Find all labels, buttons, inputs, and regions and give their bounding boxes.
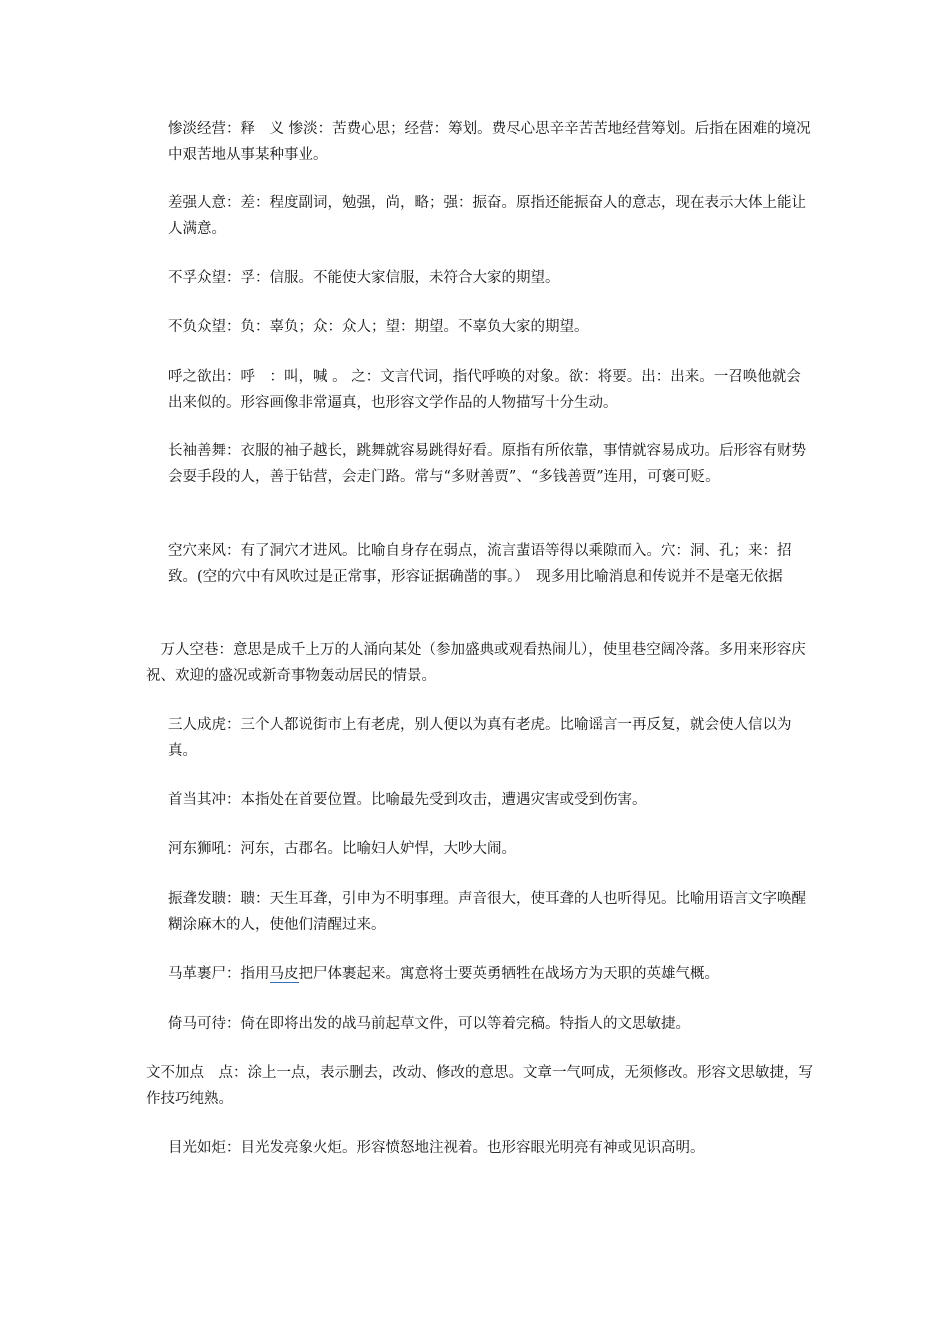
- entry-can-dan-jing-ying: 惨淡经营：释 义 惨淡：苦费心思；经营：筹划。费尽心思辛辛苦苦地经营筹划。后指在困难的境况中艰苦地从事某种事业。: [168, 121, 811, 163]
- entry-cha-qiang-ren-yi: 差强人意：差：程度副词，勉强，尚，略；强：振奋。原指还能振奋人的意志，现在表示大体上能让人满意。: [168, 195, 806, 237]
- entry-bu-fu-zhong-wang: 不负众望：负：辜负；众：众人；望：期望。不辜负大家的期望。: [168, 319, 589, 335]
- ma-pi-link[interactable]: 马皮: [269, 966, 299, 982]
- entry-wan-ren-kong-xiang: 万人空巷：意思是成千上万的人涌向某处（参加盛典或观看热闹儿），使里巷空阔冷落。多用来形容庆祝、欢迎的盛况或新奇事物轰动居民的情景。: [146, 642, 806, 684]
- entry-mu-guang-ru-ju: 目光如炬：目光发亮象火炬。形容愤怒地注视着。也形容眼光明亮有神或见识高明。: [168, 1140, 705, 1156]
- entry-yi-ma-ke-dai: 倚马可待：倚在即将出发的战马前起草文件，可以等着完稿。特指人的文思敏捷。: [168, 1016, 690, 1032]
- entry-san-ren-cheng-hu: 三人成虎：三个人都说街市上有老虎，别人便以为真有老虎。比喻谣言一再反复，就会使人信以为真。: [168, 717, 792, 759]
- entry-hu-zhi-yu-chu: 呼之欲出：呼 ：叫，喊 。 之：文言代词，指代呼唤的对象。欲：将要。出：出来。一召唤他就会出来似的。形容画像非常逼真，也形容文学作品的人物描写十分生动。: [168, 369, 801, 411]
- entry-ma-ge-guo-shi-pre: 马革裹尸：指用: [168, 966, 270, 982]
- entry-wen-bu-jia-dian: 文不加点 点：涂上一点，表示删去，改动、修改的意思。文章一气呵成，无须修改。形容文思敏捷，写作技巧纯熟。: [146, 1065, 813, 1107]
- entry-kong-xue-lai-feng: 空穴来风：有了洞穴才进风。比喻自身存在弱点，流言蜚语等得以乘隙而入。穴：洞、孔；来：招致。(空的穴中有风吹过是正常事，形容证据确凿的事。） 现多用比喻消息和传说并不是毫无依据: [168, 543, 792, 585]
- entry-ma-ge-guo-shi-post: 把尸体裹起来。寓意将士要英勇牺牲在战场方为天职的英雄气概。: [298, 966, 719, 982]
- entry-he-dong-shi-hou: 河东狮吼：河东，古郡名。比喻妇人妒悍，大吵大闹。: [168, 841, 516, 857]
- entry-bu-fu-zhong-wang-trust: 不孚众望：孚：信服。不能使大家信服，未符合大家的期望。: [168, 270, 560, 286]
- entry-chang-xiu-shan-wu: 长袖善舞：衣服的袖子越长，跳舞就容易跳得好看。原指有所依靠，事情就容易成功。后形容有财势会耍手段的人，善于钻营，会走门路。常与“多财善贾”、“多钱善贾”连用，可褒可贬。: [168, 443, 806, 485]
- entry-shou-dang-qi-chong: 首当其冲：本指处在首要位置。比喻最先受到攻击，遭遇灾害或受到伤害。: [168, 792, 647, 808]
- entry-ma-ge-guo-shi: [168, 961, 813, 987]
- entry-zhen-long-fa-kui: 振聋发聩：聩：天生耳聋，引申为不明事理。声音很大，使耳聋的人也听得见。比喻用语言文字唤醒糊涂麻木的人，使他们清醒过来。: [168, 891, 806, 933]
